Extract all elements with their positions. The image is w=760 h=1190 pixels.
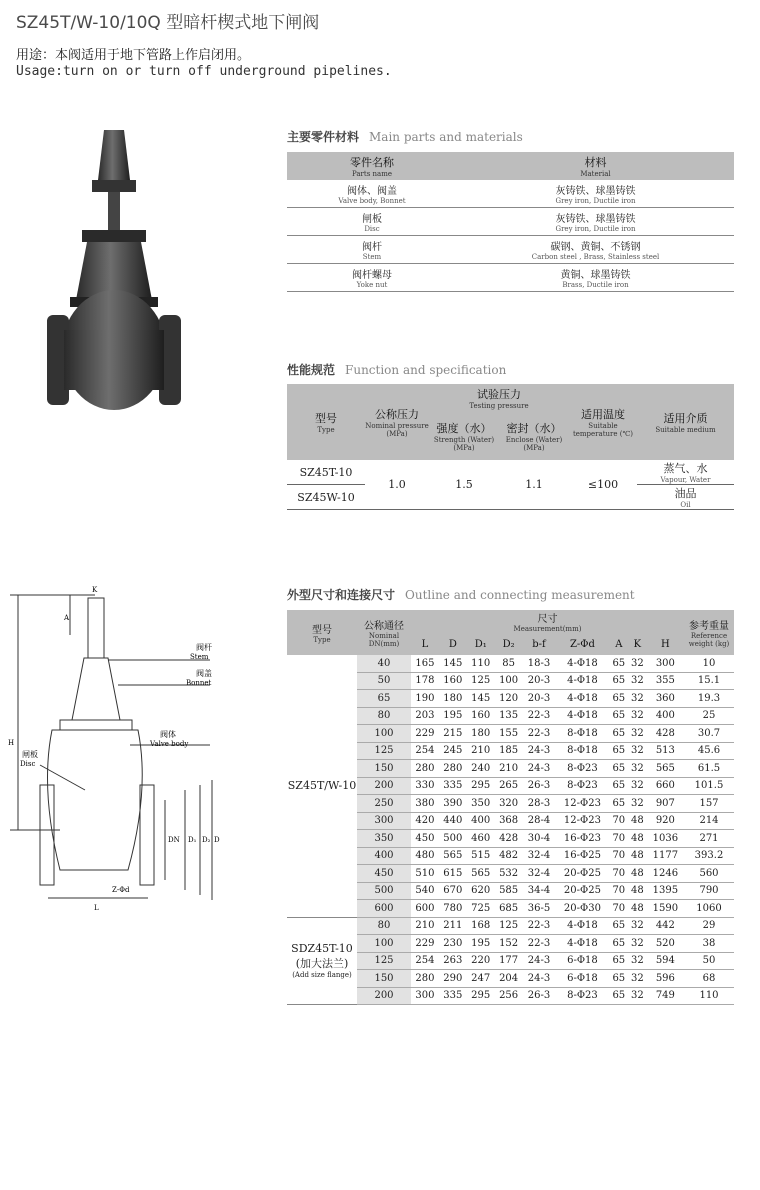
- table-cell: 585: [495, 882, 523, 900]
- label-z: Z-Φd: [112, 886, 130, 894]
- table-cell: 22-3: [523, 917, 556, 935]
- table-cell: 247: [467, 970, 495, 988]
- table-cell: 32: [628, 935, 647, 953]
- table-cell: 400: [647, 707, 684, 725]
- table-cell: 480: [411, 847, 439, 865]
- table-cell: 482: [495, 847, 523, 865]
- table-cell: 20-Φ30: [555, 900, 609, 918]
- table-cell: 22-3: [523, 935, 556, 953]
- table-cell: 500: [357, 882, 411, 900]
- table-cell: 229: [411, 725, 439, 743]
- meas-col-header: D₂: [495, 633, 523, 655]
- meas-table: 型号 Type 公称通径 Nominal DN(mm) 尺寸 Measurement(mm) 参考重量 Reference weight (kg) L D D₁ D₂ b-f Z-Φd A K H SZ45T/W-10 40 165 145 110 85 18-3 4-Φ18 65 32 300 10 50 178 160 125 100 20-3 4-Φ18 65 32 355 15.1 65 190 180 145 120 20-3 4-Φ18 65 32 360 19.3 80 203 195 160 135 22-3 4-Φ18 65 32 400 25 100 229 215 180 155 22-3 8-Φ18 65 32 428 30.7 125 254 245 210 185 24-3 8-Φ18 65 32 513 45.6 150 280 280 240 210 24-3 8-Φ23 65 32 565 61.5 200 330 335 295 265 26-3 8-Φ23 65 32 660 101.5 250 380 390 350 320 28-3 12-Φ23 65 32 907 157 300 420 440 400 368 28-4 12-Φ23 70 48 920 214 350 450 500 460 428 30-4 16-Φ23 70 48 1036 271 400 480 565 515 482 32-4 16-Φ25 70 48 1177 393.2 450 510 615 565 532 32-4 20-Φ25 70 48 1246 560 500 540 670 620 585 34-4 20-Φ25 70 48 1395 790 600 600 780 725 685 36-5 20-Φ30 70 48 1590 1060 SDZ45T-10 (加大法兰) (Add size flange) 80 210 211 168 125 22-3 4-Φ18 65 32 442 29 100 229 230 195 152 22-3 4-Φ18 65 32 520 38 125 254 263 220 177 24-3 6-Φ18 65 32 594 50 150 280 290 247 204 24-3 6-Φ18 65 32 596 68 200 300 335 295 256 26-3 8-Φ23 65 32 749 110: [287, 610, 734, 1005]
- table-cell: 1395: [647, 882, 684, 900]
- table-cell: 32: [628, 672, 647, 690]
- table-cell: 256: [495, 987, 523, 1005]
- table-cell: 32: [628, 952, 647, 970]
- label-d2: D₂: [202, 836, 211, 844]
- table-cell: 532: [495, 865, 523, 883]
- table-cell: 145: [439, 655, 467, 672]
- table-cell: 254: [411, 742, 439, 760]
- table-cell: 380: [411, 795, 439, 813]
- table-cell: 180: [439, 690, 467, 708]
- table-cell: 220: [467, 952, 495, 970]
- type-cell: SDZ45T-10 (加大法兰) (Add size flange): [287, 917, 357, 1005]
- table-cell: 25: [684, 707, 734, 725]
- table-cell: 211: [439, 917, 467, 935]
- table-cell: 32: [628, 760, 647, 778]
- table-cell: 1060: [684, 900, 734, 918]
- table-cell: 48: [628, 865, 647, 883]
- table-cell: 20-3: [523, 672, 556, 690]
- label-disc-en: Disc: [20, 760, 36, 768]
- table-cell: 68: [684, 970, 734, 988]
- table-cell: 725: [467, 900, 495, 918]
- table-cell: 65: [610, 952, 629, 970]
- table-cell: 210: [467, 742, 495, 760]
- table-cell: 263: [439, 952, 467, 970]
- table-cell: 150: [357, 970, 411, 988]
- table-cell: 165: [411, 655, 439, 672]
- table-cell: 32: [628, 970, 647, 988]
- table-cell: 28-4: [523, 812, 556, 830]
- valve-photo: [42, 125, 192, 425]
- table-cell: 125: [467, 672, 495, 690]
- table-cell: 160: [439, 672, 467, 690]
- table-cell: 8-Φ23: [555, 760, 609, 778]
- table-cell: 335: [439, 777, 467, 795]
- table-cell: 907: [647, 795, 684, 813]
- table-cell: 120: [495, 690, 523, 708]
- label-k: K: [92, 586, 98, 594]
- meas-col-header: b-f: [523, 633, 556, 655]
- table-cell: 32: [628, 690, 647, 708]
- table-cell: 8-Φ23: [555, 777, 609, 795]
- table-cell: 594: [647, 952, 684, 970]
- table-cell: 920: [647, 812, 684, 830]
- table-row: 阀杆 Stem 碳钢、黄铜、不锈钢 Carbon steel , Brass, Stainless steel: [287, 236, 734, 264]
- table-cell: 110: [467, 655, 495, 672]
- table-cell: 34-4: [523, 882, 556, 900]
- label-a: A: [64, 614, 70, 622]
- table-cell: 330: [411, 777, 439, 795]
- table-cell: 24-3: [523, 742, 556, 760]
- table-cell: 157: [684, 795, 734, 813]
- table-cell: 685: [495, 900, 523, 918]
- table-cell: 24-3: [523, 952, 556, 970]
- table-cell: 540: [411, 882, 439, 900]
- table-cell: 4-Φ18: [555, 672, 609, 690]
- table-cell: 195: [439, 707, 467, 725]
- table-cell: 300: [411, 987, 439, 1005]
- table-cell: 8-Φ18: [555, 742, 609, 760]
- table-cell: 125: [357, 952, 411, 970]
- table-cell: 50: [684, 952, 734, 970]
- table-cell: 280: [411, 760, 439, 778]
- label-stem-en: Stem: [190, 653, 209, 661]
- table-row: SZ45W-10 油品 Oil: [287, 485, 734, 510]
- table-cell: 65: [610, 742, 629, 760]
- table-cell: 12-Φ23: [555, 795, 609, 813]
- label-body-en: Valve body: [150, 740, 189, 748]
- table-cell: 615: [439, 865, 467, 883]
- table-cell: 428: [495, 830, 523, 848]
- table-cell: 515: [467, 847, 495, 865]
- table-cell: 4-Φ18: [555, 655, 609, 672]
- table-cell: 168: [467, 917, 495, 935]
- table-cell: 16-Φ23: [555, 830, 609, 848]
- table-cell: 20-Φ25: [555, 865, 609, 883]
- table-cell: 110: [684, 987, 734, 1005]
- table-cell: 210: [495, 760, 523, 778]
- parts-col-material: 材料 Material: [457, 152, 734, 180]
- table-cell: 70: [610, 882, 629, 900]
- table-cell: 1177: [647, 847, 684, 865]
- table-cell: 214: [684, 812, 734, 830]
- table-cell: 440: [439, 812, 467, 830]
- table-cell: 271: [684, 830, 734, 848]
- table-cell: 460: [467, 830, 495, 848]
- table-cell: 565: [439, 847, 467, 865]
- table-cell: 65: [610, 777, 629, 795]
- table-cell: 190: [411, 690, 439, 708]
- table-cell: 393.2: [684, 847, 734, 865]
- table-cell: 32: [628, 917, 647, 935]
- table-row: 闸板 Disc 灰铸铁、球墨铸铁 Grey iron, Ductile iron: [287, 208, 734, 236]
- parts-heading: 主要零件材料 Main parts and materials: [287, 130, 523, 144]
- table-cell: 100: [357, 935, 411, 953]
- table-cell: 4-Φ18: [555, 935, 609, 953]
- table-cell: 48: [628, 882, 647, 900]
- table-cell: 150: [357, 760, 411, 778]
- table-cell: 300: [357, 812, 411, 830]
- parts-table: [287, 152, 734, 292]
- table-cell: 420: [411, 812, 439, 830]
- table-cell: 70: [610, 812, 629, 830]
- table-cell: 749: [647, 987, 684, 1005]
- table-cell: 670: [439, 882, 467, 900]
- table-cell: 125: [495, 917, 523, 935]
- table-cell: 230: [439, 935, 467, 953]
- table-cell: 442: [647, 917, 684, 935]
- table-cell: 80: [357, 707, 411, 725]
- table-cell: 32-4: [523, 847, 556, 865]
- table-cell: 8-Φ23: [555, 987, 609, 1005]
- table-cell: 510: [411, 865, 439, 883]
- table-cell: 4-Φ18: [555, 917, 609, 935]
- table-cell: 6-Φ18: [555, 970, 609, 988]
- table-cell: 600: [357, 900, 411, 918]
- table-cell: 350: [357, 830, 411, 848]
- spec-table: 型号 Type 公称压力 Nominal pressure (MPa) 试验压力 Testing pressure 适用温度 Suitable temperature (℃) 适用介质 Suitable medium 强度（水） Strength (Water) (MPa) 密封（水） Enclose (Water) (MPa) SZ45T-10 1.0 1.5 1.1 ≤100 蒸气、水 Vapour, Water SZ45W-10 油品 Oil: [287, 384, 734, 510]
- meas-heading: 外型尺寸和连接尺寸 Outline and connecting measurement: [287, 588, 635, 602]
- table-cell: 65: [610, 935, 629, 953]
- table-cell: 368: [495, 812, 523, 830]
- table-cell: 65: [610, 970, 629, 988]
- table-row: 阀杆螺母 Yoke nut 黄铜、球墨铸铁 Brass, Ductile iron: [287, 264, 734, 292]
- table-cell: 65: [610, 917, 629, 935]
- table-cell: 80: [357, 917, 411, 935]
- table-cell: 29: [684, 917, 734, 935]
- table-cell: 20-3: [523, 690, 556, 708]
- table-cell: 450: [357, 865, 411, 883]
- table-cell: 1590: [647, 900, 684, 918]
- table-cell: 65: [610, 725, 629, 743]
- table-cell: 135: [495, 707, 523, 725]
- table-cell: 48: [628, 830, 647, 848]
- table-cell: 320: [495, 795, 523, 813]
- table-cell: 4-Φ18: [555, 690, 609, 708]
- table-row: [287, 917, 734, 935]
- table-cell: 65: [610, 690, 629, 708]
- label-l: L: [94, 904, 99, 912]
- table-cell: 32: [628, 655, 647, 672]
- table-cell: 36-5: [523, 900, 556, 918]
- table-cell: 65: [357, 690, 411, 708]
- table-cell: 660: [647, 777, 684, 795]
- table-cell: 26-3: [523, 777, 556, 795]
- valve-drawing: [0, 580, 280, 930]
- table-cell: 61.5: [684, 760, 734, 778]
- table-cell: 200: [357, 987, 411, 1005]
- table-cell: 65: [610, 795, 629, 813]
- meas-col-header: D: [439, 633, 467, 655]
- table-cell: 32: [628, 742, 647, 760]
- table-cell: 240: [467, 760, 495, 778]
- table-cell: 295: [467, 777, 495, 795]
- table-cell: 1036: [647, 830, 684, 848]
- table-row: SZ45T-10 1.0 1.5 1.1 ≤100 蒸气、水 Vapour, Water: [287, 460, 734, 485]
- table-cell: 4-Φ18: [555, 707, 609, 725]
- meas-col-header: Z-Φd: [555, 633, 609, 655]
- table-cell: 210: [411, 917, 439, 935]
- table-cell: 450: [411, 830, 439, 848]
- table-cell: 65: [610, 987, 629, 1005]
- table-cell: 26-3: [523, 987, 556, 1005]
- table-cell: 145: [467, 690, 495, 708]
- table-cell: 203: [411, 707, 439, 725]
- table-cell: 20-Φ25: [555, 882, 609, 900]
- label-body-cn: 阀体: [160, 730, 176, 739]
- meas-col-header: K: [628, 633, 647, 655]
- table-cell: 400: [467, 812, 495, 830]
- table-cell: 1246: [647, 865, 684, 883]
- label-bonnet-cn: 阀盖: [196, 669, 212, 678]
- table-cell: 70: [610, 830, 629, 848]
- table-cell: 195: [467, 935, 495, 953]
- table-cell: 280: [439, 760, 467, 778]
- table-cell: 70: [610, 865, 629, 883]
- table-cell: 65: [610, 672, 629, 690]
- table-cell: 229: [411, 935, 439, 953]
- table-cell: 215: [439, 725, 467, 743]
- label-h: H: [8, 739, 15, 747]
- table-cell: 100: [357, 725, 411, 743]
- table-cell: 22-3: [523, 725, 556, 743]
- table-cell: 15.1: [684, 672, 734, 690]
- table-cell: 790: [684, 882, 734, 900]
- meas-col-header: A: [610, 633, 629, 655]
- table-cell: 178: [411, 672, 439, 690]
- table-cell: 155: [495, 725, 523, 743]
- table-cell: 16-Φ25: [555, 847, 609, 865]
- table-cell: 400: [357, 847, 411, 865]
- table-cell: 565: [467, 865, 495, 883]
- page-title: SZ45T/W-10/10Q 型暗杆楔式地下闸阀: [16, 13, 320, 33]
- table-cell: 152: [495, 935, 523, 953]
- table-cell: 65: [610, 655, 629, 672]
- table-cell: 200: [357, 777, 411, 795]
- table-cell: 177: [495, 952, 523, 970]
- table-cell: 18-3: [523, 655, 556, 672]
- table-cell: 620: [467, 882, 495, 900]
- table-cell: 360: [647, 690, 684, 708]
- table-cell: 513: [647, 742, 684, 760]
- table-cell: 204: [495, 970, 523, 988]
- spec-heading: 性能规范 Function and specification: [287, 363, 507, 377]
- table-cell: 10: [684, 655, 734, 672]
- table-cell: 19.3: [684, 690, 734, 708]
- table-cell: 32-4: [523, 865, 556, 883]
- table-cell: 335: [439, 987, 467, 1005]
- label-dn: DN: [168, 836, 180, 844]
- table-cell: 290: [439, 970, 467, 988]
- type-cell: SZ45T/W-10: [287, 655, 357, 917]
- table-cell: 350: [467, 795, 495, 813]
- table-cell: 32: [628, 777, 647, 795]
- table-cell: 565: [647, 760, 684, 778]
- meas-col-header: D₁: [467, 633, 495, 655]
- table-cell: 390: [439, 795, 467, 813]
- table-cell: 8-Φ18: [555, 725, 609, 743]
- usage-en: Usage:turn on or turn off underground pipelines.: [16, 64, 392, 79]
- table-cell: 355: [647, 672, 684, 690]
- table-cell: 428: [647, 725, 684, 743]
- table-cell: 280: [411, 970, 439, 988]
- table-cell: 30.7: [684, 725, 734, 743]
- table-cell: 6-Φ18: [555, 952, 609, 970]
- table-cell: 32: [628, 795, 647, 813]
- table-cell: 245: [439, 742, 467, 760]
- table-cell: 70: [610, 900, 629, 918]
- table-cell: 65: [610, 707, 629, 725]
- table-cell: 40: [357, 655, 411, 672]
- table-cell: 12-Φ23: [555, 812, 609, 830]
- table-cell: 295: [467, 987, 495, 1005]
- table-cell: 24-3: [523, 760, 556, 778]
- table-cell: 101.5: [684, 777, 734, 795]
- table-row: 阀体、阀盖 Valve body, Bonnet 灰铸铁、球墨铸铁 Grey iron, Ductile iron: [287, 180, 734, 208]
- table-cell: 24-3: [523, 970, 556, 988]
- table-cell: 185: [495, 742, 523, 760]
- table-cell: 265: [495, 777, 523, 795]
- meas-col-header: L: [411, 633, 439, 655]
- table-cell: 160: [467, 707, 495, 725]
- table-cell: 48: [628, 847, 647, 865]
- label-stem-cn: 阀杆: [196, 643, 212, 652]
- meas-col-header: H: [647, 633, 684, 655]
- table-cell: 45.6: [684, 742, 734, 760]
- table-cell: 100: [495, 672, 523, 690]
- label-d: D: [214, 836, 220, 844]
- label-d1: D₁: [188, 836, 197, 844]
- table-cell: 125: [357, 742, 411, 760]
- table-cell: 600: [411, 900, 439, 918]
- table-cell: 32: [628, 707, 647, 725]
- table-cell: 520: [647, 935, 684, 953]
- table-cell: 596: [647, 970, 684, 988]
- table-cell: 85: [495, 655, 523, 672]
- table-cell: 48: [628, 812, 647, 830]
- table-cell: 50: [357, 672, 411, 690]
- table-cell: 32: [628, 725, 647, 743]
- table-cell: 48: [628, 900, 647, 918]
- label-disc-cn: 闸板: [22, 750, 38, 759]
- table-cell: 65: [610, 760, 629, 778]
- table-cell: 560: [684, 865, 734, 883]
- parts-col-name: 零件名称 Parts name: [287, 152, 457, 180]
- table-cell: 30-4: [523, 830, 556, 848]
- table-cell: 70: [610, 847, 629, 865]
- table-cell: 180: [467, 725, 495, 743]
- table-cell: 780: [439, 900, 467, 918]
- table-cell: 254: [411, 952, 439, 970]
- table-cell: 28-3: [523, 795, 556, 813]
- table-cell: 32: [628, 987, 647, 1005]
- usage-cn: 用途：本阀适用于地下管路上作启闭用。: [16, 48, 251, 63]
- table-cell: 250: [357, 795, 411, 813]
- table-cell: 300: [647, 655, 684, 672]
- table-cell: 500: [439, 830, 467, 848]
- table-cell: 38: [684, 935, 734, 953]
- table-row: [287, 655, 734, 672]
- table-cell: 22-3: [523, 707, 556, 725]
- label-bonnet-en: Bonnet: [186, 679, 212, 687]
